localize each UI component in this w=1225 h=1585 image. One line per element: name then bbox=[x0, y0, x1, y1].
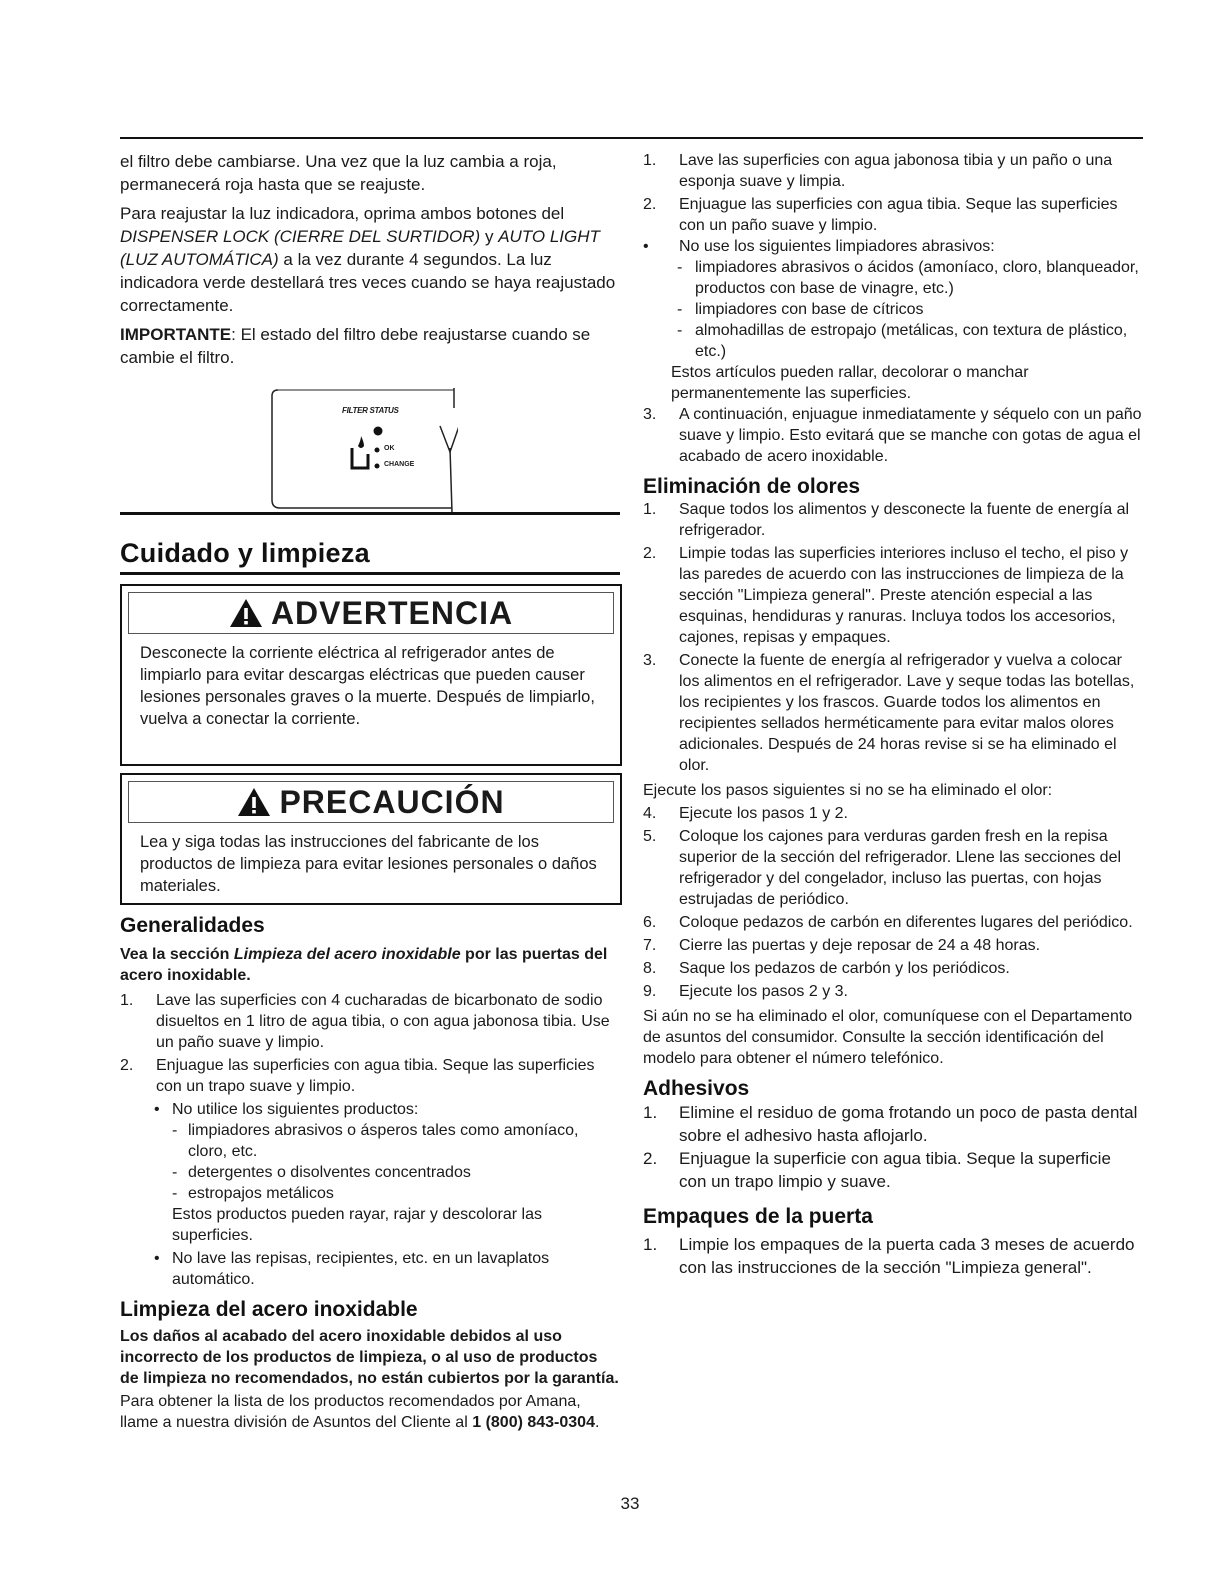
step-number: 2. bbox=[643, 545, 657, 562]
dash-icon: - bbox=[677, 322, 683, 339]
section-title: Cuidado y limpieza bbox=[120, 538, 370, 568]
steel-step-3 bbox=[643, 404, 1143, 467]
odor-step-1-text: Saque todos los alimentos y desconecte la fuente de energía al refrigerador. bbox=[679, 501, 1130, 539]
general-title: Generalidades bbox=[120, 914, 265, 937]
steel-step-1-text: Lave las superficies con agua jabonosa tibia y un paño o una esponja suave y limpia. bbox=[679, 152, 1113, 190]
general-dash-3-text: estropajos metálicos bbox=[188, 1185, 334, 1202]
odor-step-7 bbox=[643, 935, 1143, 956]
page-number: 33 bbox=[620, 1494, 640, 1513]
general-dash-note-text: Estos productos pueden rayar, rajar y descolorar las superficies. bbox=[172, 1206, 542, 1244]
intro-paragraph: el filtro debe cambiarse. Una vez que la luz cambia a roja, permanecerá roja hasta que se reajuste. bbox=[120, 152, 557, 194]
step-number: 8. bbox=[643, 960, 657, 977]
steel-dash-3 bbox=[643, 320, 1143, 362]
steel-title: Limpieza del acero inoxidable bbox=[120, 1298, 418, 1321]
odor-step-6 bbox=[643, 912, 1143, 933]
caution-icon bbox=[237, 787, 271, 817]
reset-text-end: a la vez durante 4 segundos. La luz indicadora verde destellará tres veces cuando se haya reajustado correctamente. bbox=[120, 250, 616, 315]
adhesives-step-2-text: Enjuague la superficie con agua tibia. Seque la superficie con un trapo limpio y suave. bbox=[679, 1149, 1111, 1191]
adhesives-step-2 bbox=[643, 1147, 1143, 1193]
general-step-1 bbox=[120, 990, 620, 1053]
odor-end-text: Si aún no se ha eliminado el olor, comuníquese con el Departamento de asuntos del consumidor. Consulte la sección identificación del modelo para obtener el número telefónico. bbox=[643, 1008, 1133, 1067]
general-dash-note bbox=[120, 1204, 620, 1246]
odor-mid-text: Ejecute los pasos siguientes si no se ha eliminado el olor: bbox=[643, 782, 1053, 799]
odor-step-5-text: Coloque los cajones para verduras garden fresh en la repisa superior de la sección del refrigerador. Llene las secciones del refrigerador y del congelador, incluso las puertas, con hojas estrujadas de periódico. bbox=[679, 828, 1122, 908]
important-text: : El estado del filtro debe reajustarse cuando se cambie el filtro. bbox=[120, 325, 591, 367]
steel-note bbox=[643, 362, 1143, 404]
steel-text bbox=[120, 1391, 620, 1433]
important-paragraph bbox=[120, 323, 620, 369]
step-number: 6. bbox=[643, 914, 657, 931]
reset-paragraph bbox=[120, 202, 620, 317]
steel-text-body: Para obtener la lista de los productos recomendados por Amana, llame a nuestra división de Asuntos del Cliente al bbox=[120, 1393, 581, 1431]
filter-ok-label: OK bbox=[384, 445, 395, 452]
steel-dash-2-text: limpiadores con base de cítricos bbox=[695, 301, 924, 318]
top-rule bbox=[120, 137, 1143, 139]
warning-header bbox=[128, 592, 614, 634]
gaskets-step-1-text: Limpie los empaques de la puerta cada 3 meses de acuerdo con las instrucciones de la sección "Limpieza general". bbox=[679, 1235, 1135, 1277]
step-number: 7. bbox=[643, 937, 657, 954]
bullet-icon: • bbox=[643, 238, 649, 255]
step-number: 9. bbox=[643, 983, 657, 1000]
gaskets-title: Empaques de la puerta bbox=[643, 1205, 873, 1228]
odor-step-8 bbox=[643, 958, 1143, 979]
odor-step-6-text: Coloque pedazos de carbón en diferentes lugares del periódico. bbox=[679, 914, 1133, 931]
step-number: 1. bbox=[120, 992, 134, 1009]
odor-step-4 bbox=[643, 803, 1143, 824]
step-number: 3. bbox=[643, 406, 657, 423]
odor-step-8-text: Saque los pedazos de carbón y los periódicos. bbox=[679, 960, 1010, 977]
odor-step-9 bbox=[643, 981, 1143, 1002]
step-number: 2. bbox=[643, 196, 657, 213]
dash-icon: - bbox=[677, 259, 683, 276]
odor-step-2 bbox=[643, 543, 1143, 648]
caution-header bbox=[128, 781, 614, 823]
phone-number: 1 (800) 843-0304 bbox=[472, 1414, 595, 1431]
general-note bbox=[120, 944, 620, 986]
steel-step-2-text: Enjuague las superficies con agua tibia. Seque las superficies con un paño suave y limpio. bbox=[679, 196, 1118, 234]
steel-step-3-text: A continuación, enjuague inmediatamente y séquelo con un paño suave y limpio. Esto evitará que se manche con gotas de agua el acabado de acero inoxidable. bbox=[679, 406, 1142, 465]
step-number: 5. bbox=[643, 828, 657, 845]
step-number: 3. bbox=[643, 652, 657, 669]
section-rule-top bbox=[120, 512, 620, 515]
steel-bullet-text: No use los siguientes limpiadores abrasivos: bbox=[679, 238, 995, 255]
filter-change-label: CHANGE bbox=[384, 461, 415, 468]
warning-icon bbox=[229, 598, 263, 628]
dash-icon: - bbox=[172, 1122, 178, 1139]
general-bullet-1 bbox=[120, 1099, 620, 1120]
general-dash-1-text: limpiadores abrasivos o ásperos tales como amoníaco, cloro, etc. bbox=[188, 1122, 579, 1160]
dash-icon: - bbox=[172, 1185, 178, 1202]
filter-status-title: FILTER STATUS bbox=[342, 406, 399, 415]
general-note-link: Limpieza del acero inoxidable bbox=[233, 946, 461, 963]
dash-icon: - bbox=[677, 301, 683, 318]
caution-box bbox=[120, 773, 622, 905]
general-section bbox=[120, 914, 620, 1433]
general-dash-2-text: detergentes o disolventes concentrados bbox=[188, 1164, 471, 1181]
warning-title: ADVERTENCIA bbox=[270, 594, 514, 631]
auto-light-label: AUTO LIGHT (LUZ AUTOMÁTICA) bbox=[120, 227, 600, 269]
gaskets-step-1 bbox=[643, 1233, 1143, 1279]
caution-title: PRECAUCIÓN bbox=[279, 783, 505, 820]
general-bullet-1-text: No utilice los siguientes productos: bbox=[172, 1101, 419, 1118]
steel-step-1 bbox=[643, 150, 1143, 192]
reset-text: Para reajustar la luz indicadora, oprima ambos botones del bbox=[120, 204, 565, 223]
filter-status-panel-illustration bbox=[270, 388, 458, 512]
adhesives-step-1-text: Elimine el residuo de goma frotando un poco de pasta dental sobre el adhesivo hasta aflojarlo. bbox=[679, 1103, 1138, 1145]
steel-dash-2 bbox=[643, 299, 1143, 320]
section-rule-bottom bbox=[120, 572, 620, 575]
steel-dash-3-text: almohadillas de estropajo (metálicas, con textura de plástico, etc.) bbox=[695, 322, 1128, 360]
general-dash-1 bbox=[120, 1120, 620, 1162]
important-label: IMPORTANTE bbox=[120, 325, 232, 344]
odor-step-3-text: Conecte la fuente de energía al refrigerador y vuelva a colocar los alimentos en el refrigerador. Lave y seque todas las botellas, los recipientes y los frascos. Guarde todos los alimentos en recipientes sellados herméticamente para evitar malos olores adicionales. Después de 24 horas revise si se ha eliminado el olor. bbox=[679, 652, 1135, 774]
steel-dash-1-text: limpiadores abrasivos o ácidos (amoníaco, cloro, blanqueador, productos con base de vinagre, etc.) bbox=[695, 259, 1139, 297]
adhesives-title: Adhesivos bbox=[643, 1077, 750, 1100]
step-number: 1. bbox=[643, 1235, 658, 1254]
step-number: 1. bbox=[643, 501, 657, 518]
phone-end: . bbox=[594, 1414, 600, 1431]
general-bullet-2-text: No lave las repisas, recipientes, etc. en un lavaplatos automático. bbox=[172, 1250, 550, 1288]
odor-step-9-text: Ejecute los pasos 2 y 3. bbox=[679, 983, 848, 1000]
general-step-1-text: Lave las superficies con 4 cucharadas de bicarbonato de sodio disueltos en 1 litro de agua tibia, o con agua jabonosa tibia. Use un paño suave y limpio. bbox=[156, 992, 610, 1051]
bullet-icon: • bbox=[154, 1101, 160, 1118]
step-number: 1. bbox=[643, 152, 657, 169]
odor-step-7-text: Cierre las puertas y deje reposar de 24 a 48 horas. bbox=[679, 937, 1041, 954]
steel-step-2 bbox=[643, 194, 1143, 236]
step-number: 2. bbox=[643, 1149, 658, 1168]
general-step-2-text: Enjuague las superficies con agua tibia. Seque las superficies con un trapo suave y limpio. bbox=[156, 1057, 595, 1095]
steel-bullet bbox=[643, 236, 1143, 257]
dispenser-lock-label: DISPENSER LOCK (CIERRE DEL SURTIDOR) bbox=[120, 227, 481, 246]
step-number: 4. bbox=[643, 805, 657, 822]
steel-dash-1 bbox=[643, 257, 1143, 299]
odor-step-2-text: Limpie todas las superficies interiores incluso el techo, el piso y las paredes de acuerdo con las instrucciones de limpieza de la sección "Limpieza general". Preste atención especial a las esquinas, hendiduras y ranuras. Incluya todos los accesorios, cajones, repisas y empaques. bbox=[679, 545, 1129, 646]
warning-text: Desconecte la corriente eléctrica al refrigerador antes de limpiarlo para evitar descargas eléctricas que pueden causer lesiones personales graves o la muerte. Después de limpiarlo, vuelva a conectar la corriente. bbox=[140, 644, 595, 728]
bullet-icon: • bbox=[154, 1250, 160, 1267]
odor-step-5 bbox=[643, 826, 1143, 910]
odor-title: Eliminación de olores bbox=[643, 475, 861, 498]
steel-warning-text: Los daños al acabado del acero inoxidable debidos al uso incorrecto de los productos de limpieza, o al uso de productos de limpieza no recomendados, no están cubiertos por la garantía. bbox=[120, 1328, 619, 1387]
reset-text-and: y bbox=[480, 227, 499, 246]
general-step-2 bbox=[120, 1055, 620, 1097]
general-bullet-2 bbox=[120, 1248, 620, 1290]
caution-text: Lea y siga todas las instrucciones del fabricante de los productos de limpieza para evitar lesiones personales o daños materiales. bbox=[140, 833, 597, 895]
step-number: 1. bbox=[643, 1103, 658, 1122]
general-dash-2 bbox=[120, 1162, 620, 1183]
general-dash-3 bbox=[120, 1183, 620, 1204]
odor-step-3 bbox=[643, 650, 1143, 776]
dash-icon: - bbox=[172, 1164, 178, 1181]
right-column bbox=[643, 150, 1143, 1279]
warning-box bbox=[120, 584, 622, 766]
odor-step-1 bbox=[643, 499, 1143, 541]
general-note-a: Vea la sección bbox=[120, 946, 234, 963]
steel-note-text: Estos artículos pueden rallar, decolorar o manchar permanentemente las superficies. bbox=[671, 364, 1029, 402]
step-number: 2. bbox=[120, 1057, 134, 1074]
odor-step-4-text: Ejecute los pasos 1 y 2. bbox=[679, 805, 848, 822]
adhesives-step-1 bbox=[643, 1101, 1143, 1147]
general-note-c: por las puertas del acero inoxidable. bbox=[120, 946, 608, 984]
left-column bbox=[120, 150, 620, 369]
